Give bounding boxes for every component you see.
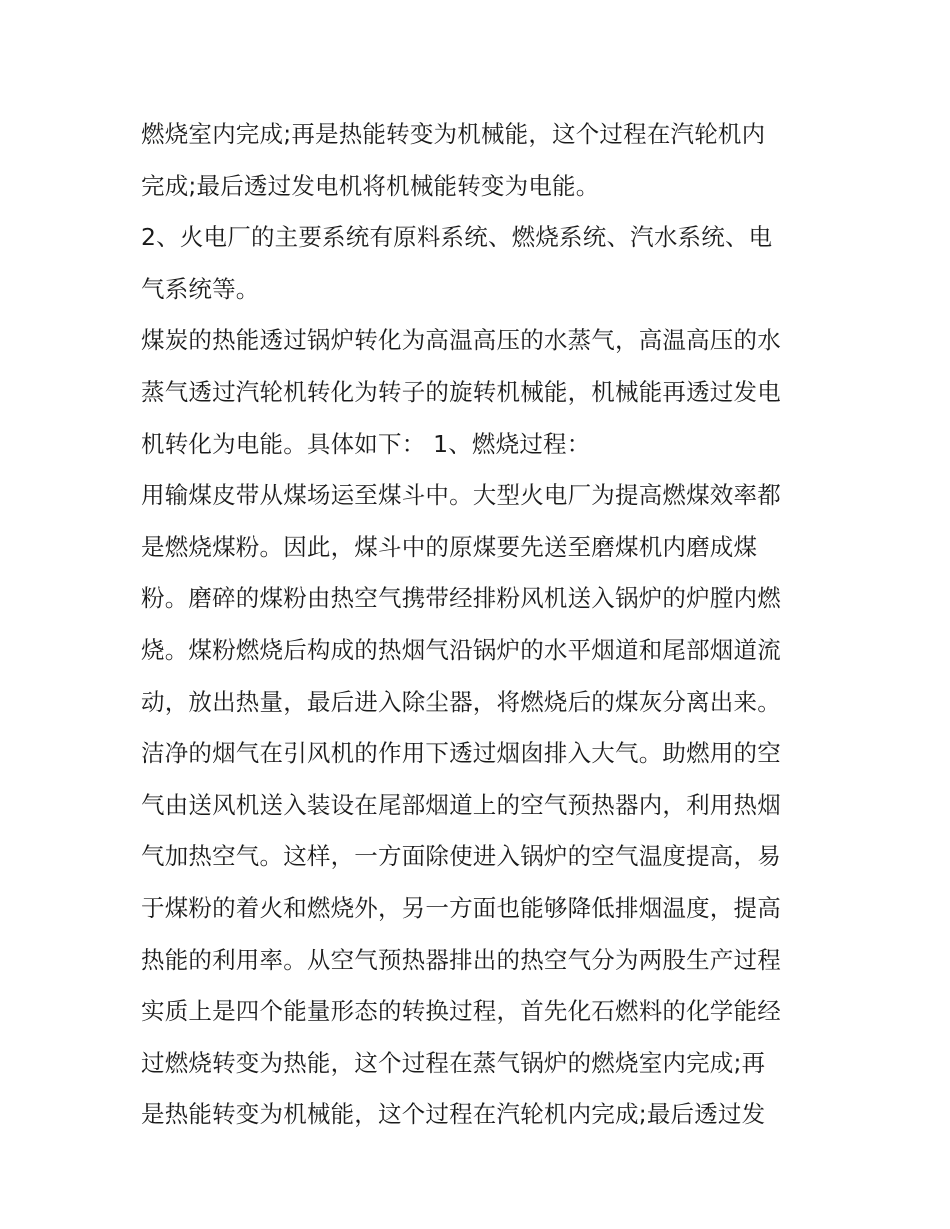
text-line: 煤炭的热能透过锅炉转化为高温高压的水蒸气，高温高压的水 xyxy=(141,326,781,355)
text-line: 气系统等。 xyxy=(141,274,260,303)
text-line: 动，放出热量，最后进入除尘器，将燃烧后的煤灰分离出来。 xyxy=(141,687,781,716)
text-line: 粉。磨碎的煤粉由热空气携带经排粉风机送入锅炉的炉膛内燃 xyxy=(141,584,781,613)
text-line: 燃烧室内完成;再是热能转变为机械能，这个过程在汽轮机内 xyxy=(141,120,766,148)
text-line: 烧。煤粉燃烧后构成的热烟气沿锅炉的水平烟道和尾部烟道流 xyxy=(141,635,781,664)
text-line: 蒸气透过汽轮机转化为转子的旋转机械能，机械能再透过发电 xyxy=(141,377,781,406)
text-line: 是燃烧煤粉。因此，煤斗中的原煤要先送至磨煤机内磨成煤 xyxy=(141,532,758,561)
text-line: 热能的利用率。从空气预热器排出的热空气分为两股生产过程 xyxy=(141,945,781,974)
text-line: 气加热空气。这样，一方面除使进入锅炉的空气温度提高，易 xyxy=(141,842,781,871)
document-body xyxy=(141,109,821,1141)
text-line: 于煤粉的着火和燃烧外，另一方面也能够降低排烟温度，提高 xyxy=(141,893,781,922)
text-line: 过燃烧转变为热能，这个过程在蒸气锅炉的燃烧室内完成;再 xyxy=(141,1048,766,1077)
text-line: 气由送风机送入装设在尾部烟道上的空气预热器内，利用热烟 xyxy=(141,790,781,819)
text-line: 是热能转变为机械能，这个过程在汽轮机内完成;最后透过发 xyxy=(141,1100,766,1129)
text-line: 机转化为电能。具体如下： 1、燃烧过程： xyxy=(141,429,591,458)
text-line: 用输煤皮带从煤场运至煤斗中。大型火电厂为提高燃煤效率都 xyxy=(141,481,781,510)
text-line: 洁净的烟气在引风机的作用下透过烟囱排入大气。助燃用的空 xyxy=(141,739,781,768)
text-line: 2、火电厂的主要系统有原料系统、燃烧系统、汽水系统、电 xyxy=(141,223,773,252)
text-line: 实质上是四个能量形态的转换过程，首先化石燃料的化学能经 xyxy=(141,997,781,1026)
text-line: 完成;最后透过发电机将机械能转变为电能。 xyxy=(141,171,600,200)
